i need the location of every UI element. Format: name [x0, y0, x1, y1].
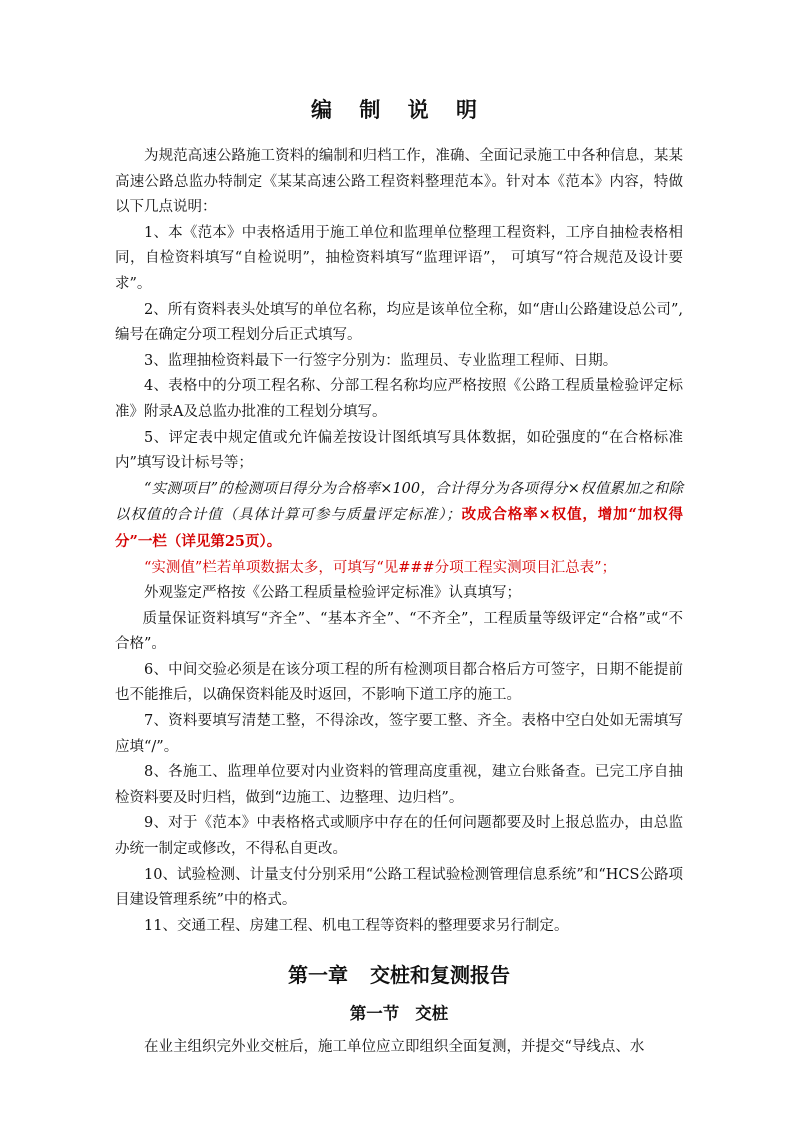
measured-value-note: “实测值”栏若单项数据太多，可填写“见###分项工程实测项目汇总表”； [144, 559, 617, 576]
item-2-paragraph: 2、所有资料表头处填写的单位名称，均应是该单位全称，如“唐山公路建设总公司”,编号在确定分项工程划分后正式填写。 [115, 301, 683, 344]
scoring-note: “实测项目”的检测项目得分为合格率×100，合计得分为各项得分×权值累加之和除以权值的合计值（具体计算可参与质量评定标准）； [115, 480, 683, 524]
item-4-paragraph: 4、表格中的分项工程名称、分部工程名称均应严格按照《公路工程质量检验评定标准》附录A及总监办批准的工程划分填写。 [115, 378, 683, 420]
page-content [115, 92, 683, 1061]
section-paragraph: 在业主组织完外业交桩后，施工单位应立即组织全面复测，并提交“导线点、水 [144, 1039, 645, 1056]
item-1-paragraph: 1、本《范本》中表格适用于施工单位和监理单位整理工程资料，工序自抽检表格相同，自检资料填写“自检说明”，抽检资料填写“监理评语”， 可填写“符合规范及设计要求”。 [115, 224, 683, 292]
explanation-body [115, 144, 683, 939]
item-7-paragraph: 7、资料要填写清楚工整，不得涂改，签字要工整、齐全。表格中空白处如无需填写应填“/”。 [115, 713, 683, 755]
section-number: 第一节 [349, 1004, 400, 1024]
item-6-paragraph: 6、中间交验必须是在该分项工程的所有检测项目都合格后方可签字，日期不能提前也不能推后，以确保资料能及时返回，不影响下道工序的施工。 [115, 661, 683, 704]
page-title: 编 制 说 明 [311, 97, 487, 122]
quality-assurance-note: 质量保证资料填写“齐全”、“基本齐全”、“不齐全”，工程质量等级评定“合格”或“不合格”。 [115, 610, 683, 653]
scoring-revision-note: 改成合格率×权值，增加“加权得分”一栏（详见第25页）。 [115, 506, 684, 550]
chapter-heading [115, 959, 683, 991]
item-9-paragraph: 9、对于《范本》中表格格式或顺序中存在的任何问题都要及时上报总监办，由总监办统一制定或修改，不得私自更改。 [115, 815, 683, 858]
item-8-paragraph: 8、各施工、监理单位要对内业资料的管理高度重视，建立台账备查。已完工序自抽检资料要及时归档，做到“边施工、边整理、边归档”。 [115, 764, 683, 806]
intro-paragraph: 为规范高速公路施工资料的编制和归档工作，准确、全面记录施工中各种信息，某某高速公路总监办特制定《某某高速公路工程资料整理范本》。针对本《范本》内容，特做以下几点说明： [115, 148, 683, 216]
section-title: 交桩 [415, 1004, 449, 1024]
chapter-number: 第一章 [288, 963, 348, 988]
item-3-paragraph: 3、监理抽检资料最下一行签字分别为：监理员、专业监理工程师、日期。 [144, 352, 618, 369]
item-10-paragraph: 10、试验检测、计量支付分别采用“公路工程试验检测管理信息系统”和“HCS公路项目建设管理系统”中的格式。 [115, 866, 683, 909]
item-5-scoring-paragraph [115, 477, 683, 556]
item-5-paragraph: 5、评定表中规定值或允许偏差按设计图纸填写具体数据，如砼强度的“在合格标准内”填写设计标号等； [115, 429, 683, 472]
section-heading [115, 999, 683, 1029]
chapter-title: 交桩和复测报告 [370, 963, 510, 988]
appearance-note: 外观鉴定严格按《公路工程质量检验评定标准》认真填写； [144, 585, 521, 602]
item-11-paragraph: 11、交通工程、房建工程、机电工程等资料的整理要求另行制定。 [144, 917, 569, 934]
